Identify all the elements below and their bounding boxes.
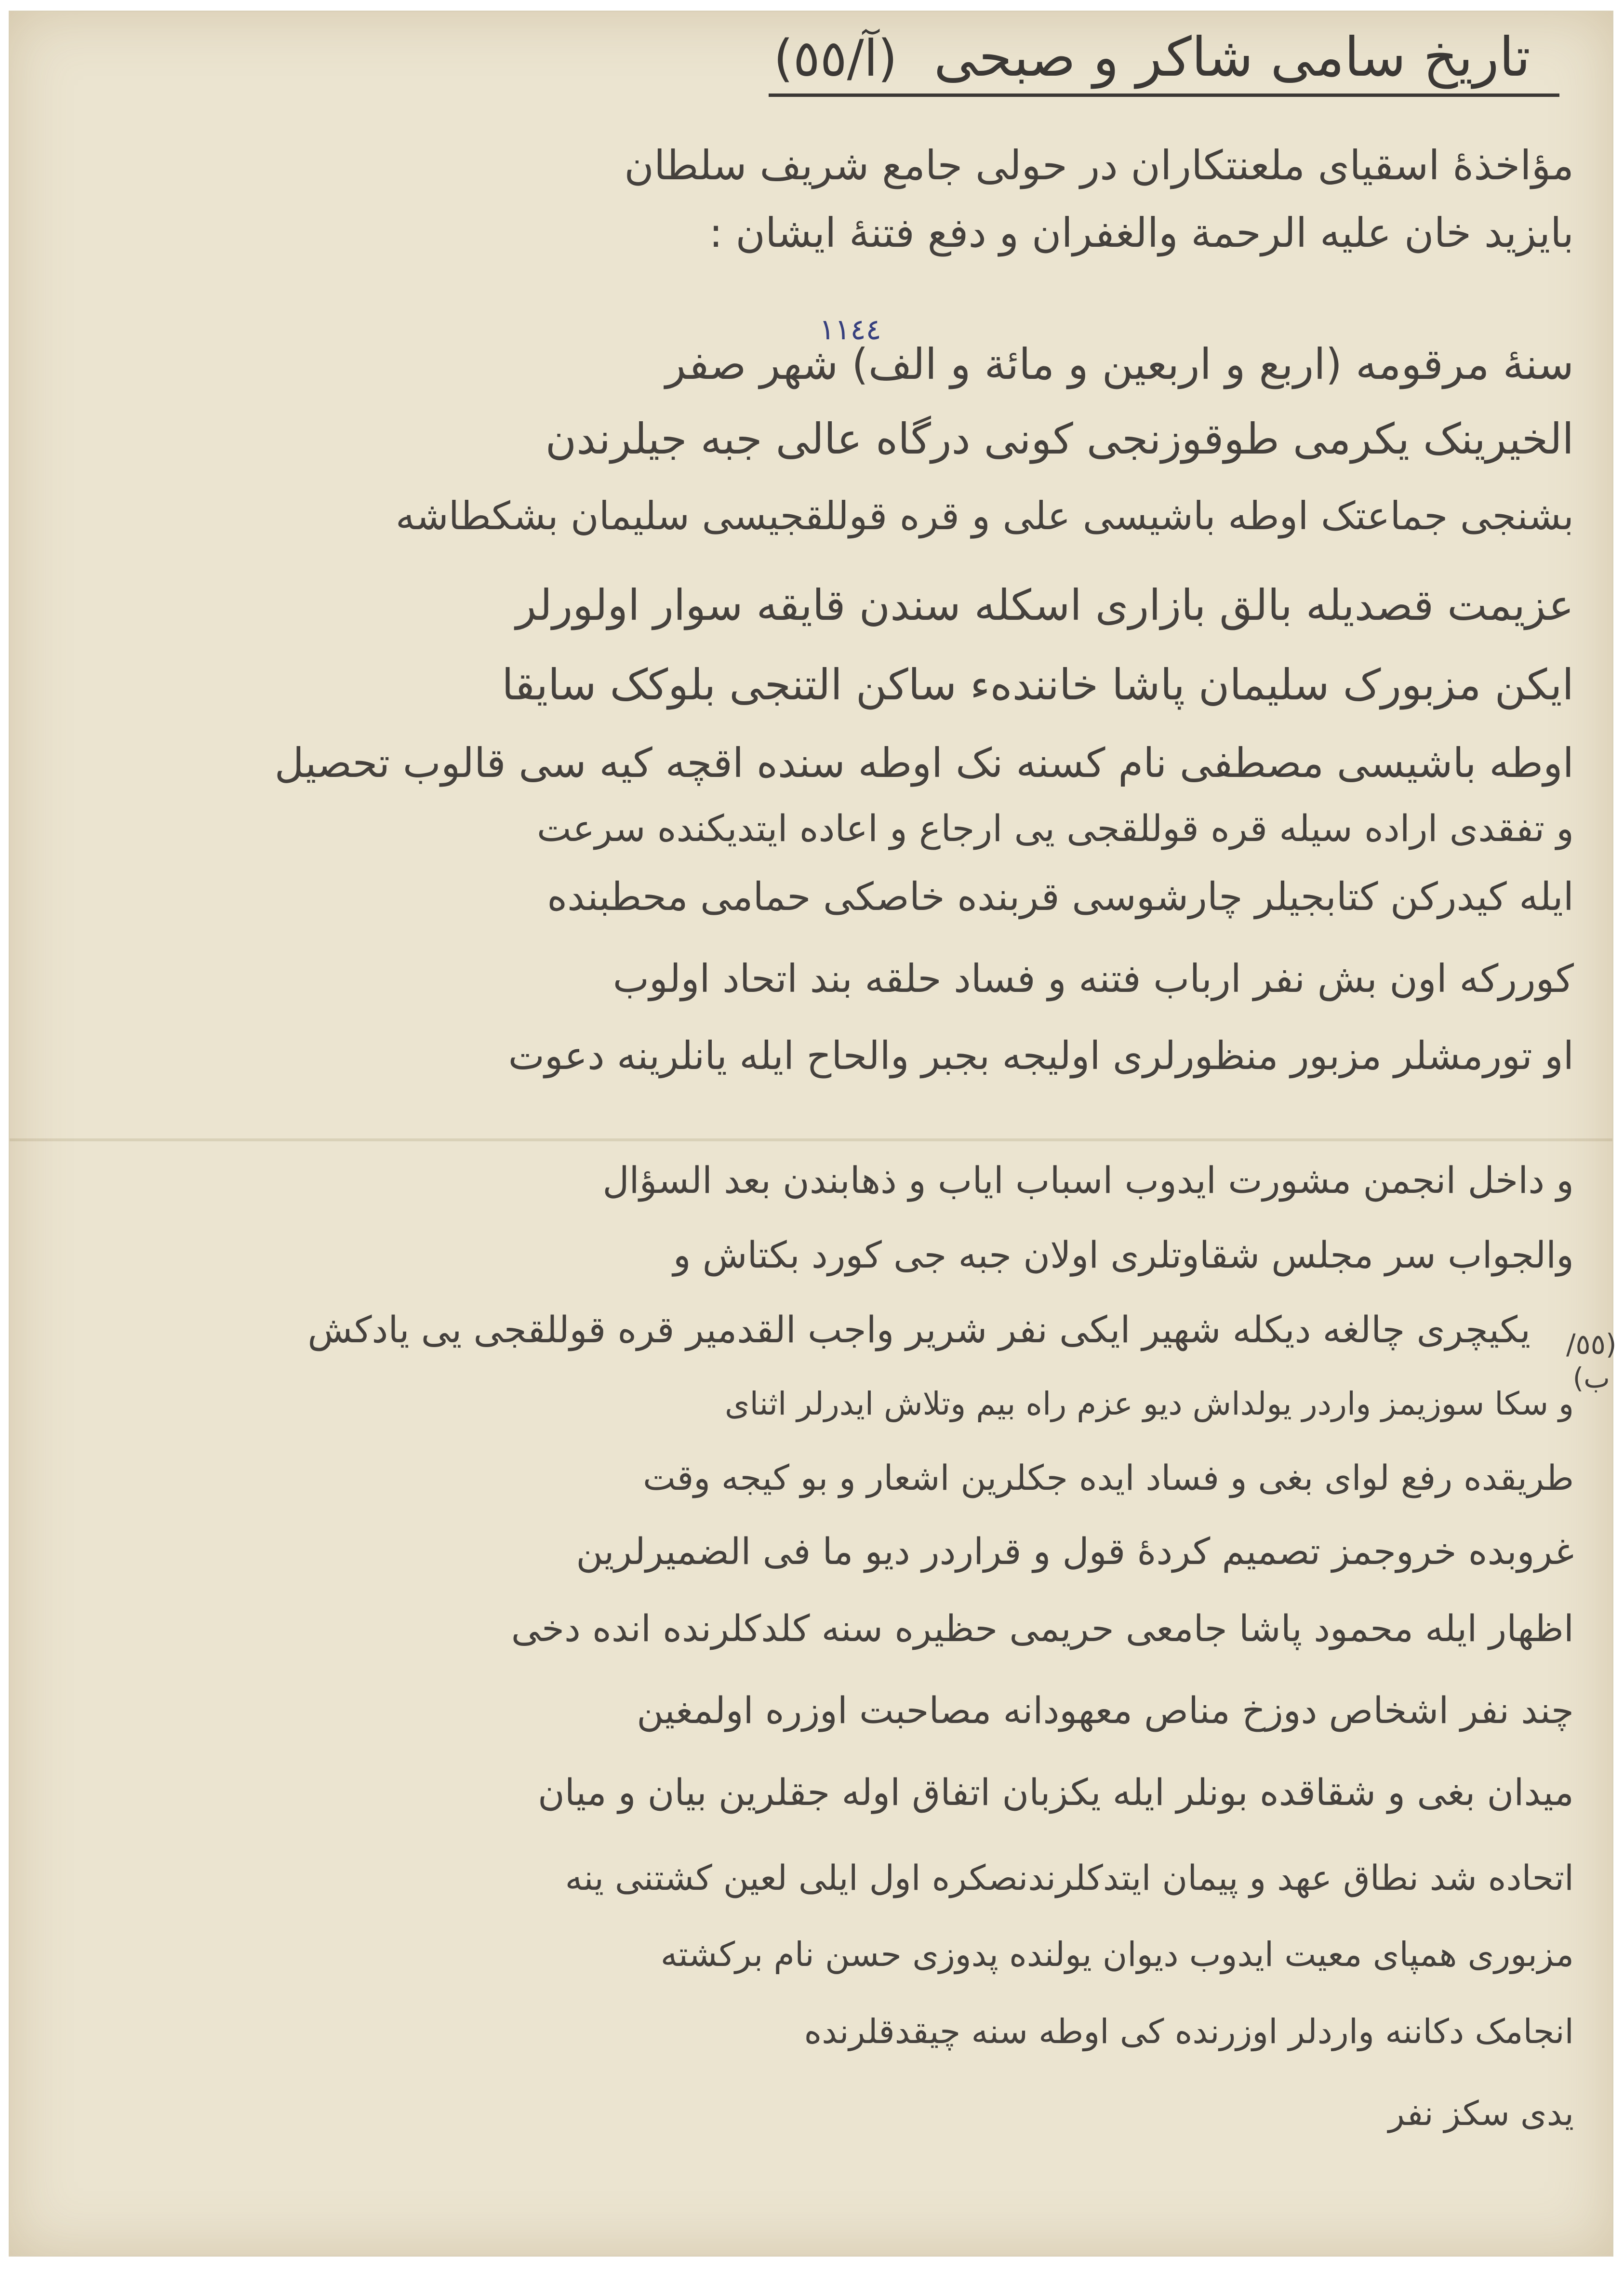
text-line-25: یدی سکز نفر bbox=[1388, 2094, 1574, 2133]
text-line-8: اوطه باشیسی مصطفی نام کسنه نک اوطه سنده اقچه کیه سی قالوب تحصیل bbox=[274, 739, 1574, 787]
text-line-12: او تورمشلر مزبور منظورلری اولیجه بجبر والحاح ایله یانلرینه دعوت bbox=[508, 1033, 1574, 1078]
text-line-16: و سکا سوزیمز واردر یولداش دیو عزم راه بیم وتلاش ایدرلر اثنای bbox=[724, 1385, 1574, 1422]
text-line-13: و داخل انجمن مشورت ایدوب اسباب ایاب و ذهابندن بعد السؤال bbox=[602, 1159, 1574, 1202]
title-text: تاريخ سامی شاکر و صبحی bbox=[933, 26, 1531, 89]
text-line-14: والجواب سر مجلس شقاوتلری اولان جبه جی کورد بکتاش و bbox=[673, 1233, 1574, 1276]
title-folio-code: (آ/٥٥) bbox=[773, 29, 898, 88]
text-line-6: عزیمت قصدیله بالق بازاری اسکله سندن قایقه سوار اولورلر bbox=[516, 580, 1574, 630]
text-line-11: کوررکه اون بش نفر ارباب فتنه و فساد حلقه بند اتحاد اولوب bbox=[612, 956, 1574, 1001]
text-line-10: ایله کیدرکن کتابجیلر چارشوسی قربنده خاصکی حمامی محطبنده bbox=[547, 874, 1574, 919]
text-line-20: چند نفر اشخاص دوزخ مناص معهودانه مصاحبت اوزره اولمغین bbox=[637, 1689, 1574, 1732]
manuscript-page bbox=[9, 11, 1617, 2257]
text-line-23: مزبوری همپای معیت ایدوب دیوان یولنده پدوزی حسن نام برکشته bbox=[660, 1935, 1574, 1974]
text-line-5: بشنجی جماعتک اوطه باشیسی علی و قره قوللقجیسی سلیمان بشکطاشه bbox=[395, 494, 1574, 538]
text-line-17: طریقده رفع لوای بغی و فساد ایده جکلرین اشعار و بو کیجه وقت bbox=[643, 1457, 1574, 1498]
year-annotation: ١١٤٤ bbox=[819, 313, 881, 347]
text-line-24: انجامک دکاننه واردلر اوزرنده کی اوطه سنه چیقدقلرنده bbox=[804, 2012, 1574, 2051]
text-line-19: اظهار ایله محمود پاشا جامعی حریمی حظیره سنه کلدکلرنده انده دخی bbox=[511, 1607, 1574, 1650]
document-title bbox=[769, 26, 1559, 97]
text-line-22: اتحاده شد نطاق عهد و پیمان ایتدکلرندنصکره اول ایلی لعین کشتنی ینه bbox=[565, 1858, 1574, 1898]
text-line-2: بایزید خان علیه الرحمة والغفران و دفع فتنهٔ ایشان : bbox=[709, 209, 1574, 256]
text-line-1: مؤاخذهٔ اسقیای ملعنتکاران در حولی جامع شریف سلطان bbox=[624, 142, 1574, 189]
text-line-21: میدان بغی و شقاقده بونلر ایله یکزبان اتفاق اوله جقلرین بیان و میان bbox=[537, 1771, 1574, 1814]
text-line-18: غروبده خروجمز تصمیم کردهٔ قول و قراردر دیو ما فی الضمیرلرین bbox=[576, 1530, 1574, 1573]
text-line-3: سنهٔ مرقومه (اربع و اربعین و مائة و الف) شهر صفر bbox=[665, 339, 1574, 389]
page-fold-line bbox=[10, 1138, 1612, 1141]
margin-folio-note: (٥٥/ب) bbox=[1566, 1328, 1617, 1394]
text-line-15: یکیچری چالغه دیکله شهیر ایکی نفر شریر واجب القدمیر قره قوللقجی یی یادکش bbox=[307, 1308, 1531, 1351]
text-line-7: ایکن مزبورک سلیمان پاشا خانندهء ساکن التنجی بلوکک سایقا bbox=[502, 660, 1574, 709]
text-line-9: و تفقدی اراده سیله قره قوللقجی یی ارجاع و اعاده ایتدیکنده سرعت bbox=[536, 807, 1574, 850]
text-line-4: الخیرینک یکرمی طوقوزنجی کونی درگاه عالی جبه جیلرندن bbox=[545, 414, 1574, 464]
